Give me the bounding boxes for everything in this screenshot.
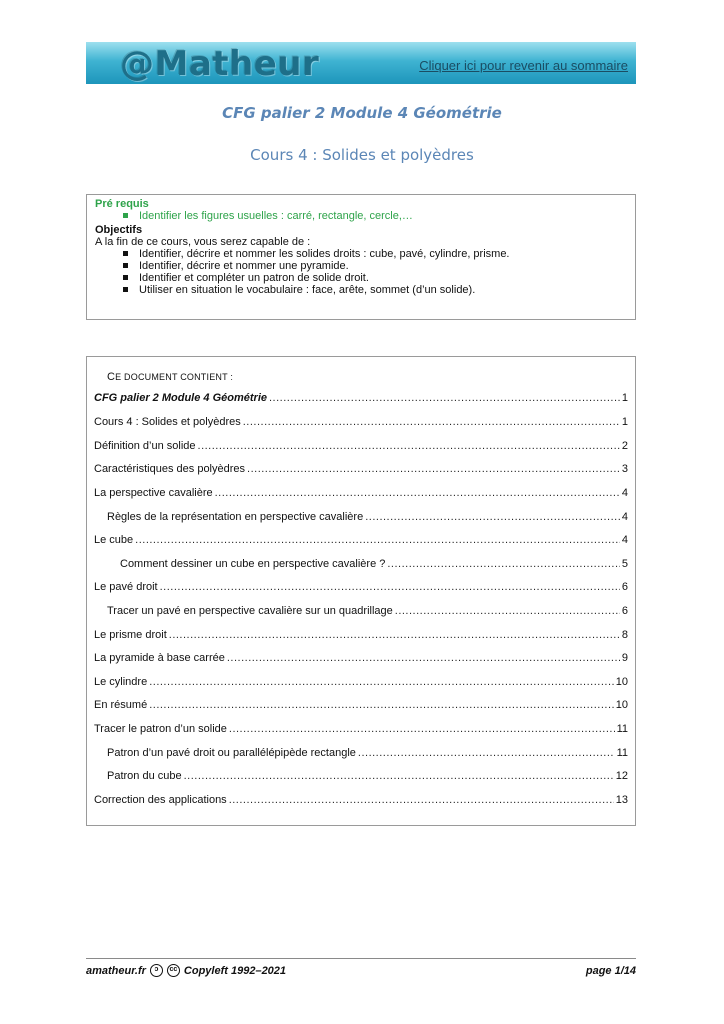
toc-entry[interactable] [94,723,628,737]
document-title: CFG palier 2 Module 4 Géométrie [222,104,502,122]
prerequisite-item: Identifier les figures usuelles : carré, rectangle, cercle,… [121,210,627,222]
objectives-intro: A la fin de ce cours, vous serez capable de : [95,236,311,248]
toc-entry[interactable] [107,511,628,525]
toc-entry[interactable] [94,416,628,430]
toc-leader-dots [358,747,615,759]
toc-entry-page: 6 [621,605,628,617]
toc-entry-label: Le cylindre [94,676,148,688]
toc-entry[interactable] [94,581,628,595]
footer-divider [86,958,636,959]
footer-copyleft-text: Copyleft 1992–2021 [183,964,287,977]
toc-entry-label: Patron d’un pavé droit ou parallélépipède rectangle [107,747,356,759]
toc-leader-dots [215,487,620,499]
prerequisites-box [86,194,636,320]
toc-leader-dots [229,794,614,806]
toc-entry[interactable] [94,487,628,501]
objective-item: Identifier, décrire et nommer les solides droits : cube, pavé, cylindre, prisme. [121,248,627,260]
toc-entry[interactable] [94,652,628,666]
page-number: page 1/14 [585,965,636,977]
toc-heading-rest: E DOCUMENT CONTIENT : [115,372,234,382]
toc-entry-page: 10 [615,699,628,711]
toc-leader-dots [387,558,620,570]
toc-heading [107,371,233,383]
objective-item: Utiliser en situation le vocabulaire : face, arête, sommet (d’un solide). [121,284,627,296]
prerequisites-list [95,210,627,222]
toc-entry-page: 2 [621,440,628,452]
toc-entry-label: CFG palier 2 Module 4 Géométrie [94,392,267,404]
header-banner [86,42,636,84]
toc-leader-dots [135,534,620,546]
footer-site: amatheur.fr [86,964,146,977]
toc-leader-dots [229,723,615,735]
toc-entry[interactable] [94,699,628,713]
toc-entry-page: 10 [615,676,628,688]
toc-leader-dots [149,676,614,688]
toc-entry-page: 6 [621,581,628,593]
toc-entry[interactable] [94,534,628,548]
toc-leader-dots [227,652,620,664]
toc-leader-dots [160,581,620,593]
toc-entry[interactable] [120,558,628,572]
prerequisites-heading: Pré requis [95,198,149,210]
document-subtitle: Cours 4 : Solides et polyèdres [250,146,474,164]
toc-leader-dots [149,699,614,711]
toc-entry-label: La pyramide à base carrée [94,652,225,664]
toc-leader-dots [243,416,620,428]
objective-item: Identifier et compléter un patron de solide droit. [121,272,627,284]
objective-item: Identifier, décrire et nommer une pyramide. [121,260,627,272]
toc-leader-dots [169,629,620,641]
toc-entry[interactable] [94,392,628,406]
toc-entry-page: 11 [616,747,628,759]
toc-entry-label: Le pavé droit [94,581,158,593]
toc-entry-page: 9 [621,652,628,664]
toc-heading-cap: C [107,371,116,383]
toc-leader-dots [247,463,620,475]
toc-entry-page: 5 [621,558,628,570]
toc-entry-page: 1 [621,392,628,404]
toc-entry-label: Le cube [94,534,134,546]
toc-leader-dots [184,770,614,782]
toc-entry[interactable] [94,463,628,477]
toc-entry-page: 4 [621,534,628,546]
toc-entry-page: 3 [621,463,628,475]
toc-entry-page: 8 [621,629,628,641]
toc-entry[interactable] [94,794,628,808]
copyleft-icon: ↄ [150,964,163,977]
toc-entry-label: Patron du cube [107,770,182,782]
toc-entry-page: 12 [615,770,628,782]
site-logo: @Matheur [120,44,320,84]
toc-entry[interactable] [107,747,628,761]
toc-leader-dots [395,605,620,617]
toc-entry-label: Tracer le patron d’un solide [94,723,227,735]
toc-entry[interactable] [94,676,628,690]
toc-entry-label: Le prisme droit [94,629,167,641]
toc-entry-label: Définition d’un solide [94,440,196,452]
toc-entry-page: 13 [615,794,628,806]
creative-commons-icon: cc [167,964,180,977]
toc-entry[interactable] [94,629,628,643]
toc-entry[interactable] [107,605,628,619]
table-of-contents [86,356,636,826]
toc-entry[interactable] [107,770,628,784]
footer-copyright [86,964,286,977]
toc-entry-page: 1 [621,416,628,428]
toc-leader-dots [365,511,620,523]
back-to-summary-link[interactable]: Cliquer ici pour revenir au sommaire [419,58,628,73]
toc-entry-label: Comment dessiner un cube en perspective cavalière ? [120,558,386,570]
toc-entry-label: Correction des applications [94,794,227,806]
toc-entry-label: La perspective cavalière [94,487,213,499]
toc-entry-label: Tracer un pavé en perspective cavalière sur un quadrillage [107,605,393,617]
toc-leader-dots [269,392,620,404]
toc-entry-page: 4 [621,511,628,523]
objectives-heading: Objectifs [95,224,143,236]
toc-entry-page: 11 [616,723,628,735]
toc-entry[interactable] [94,440,628,454]
toc-entry-label: Caractéristiques des polyèdres [94,463,246,475]
toc-entry-label: Règles de la représentation en perspective cavalière [107,511,364,523]
objectives-list [95,248,627,296]
toc-entry-label: En résumé [94,699,148,711]
toc-entry-page: 4 [621,487,628,499]
toc-leader-dots [198,440,620,452]
toc-entry-label: Cours 4 : Solides et polyèdres [94,416,241,428]
